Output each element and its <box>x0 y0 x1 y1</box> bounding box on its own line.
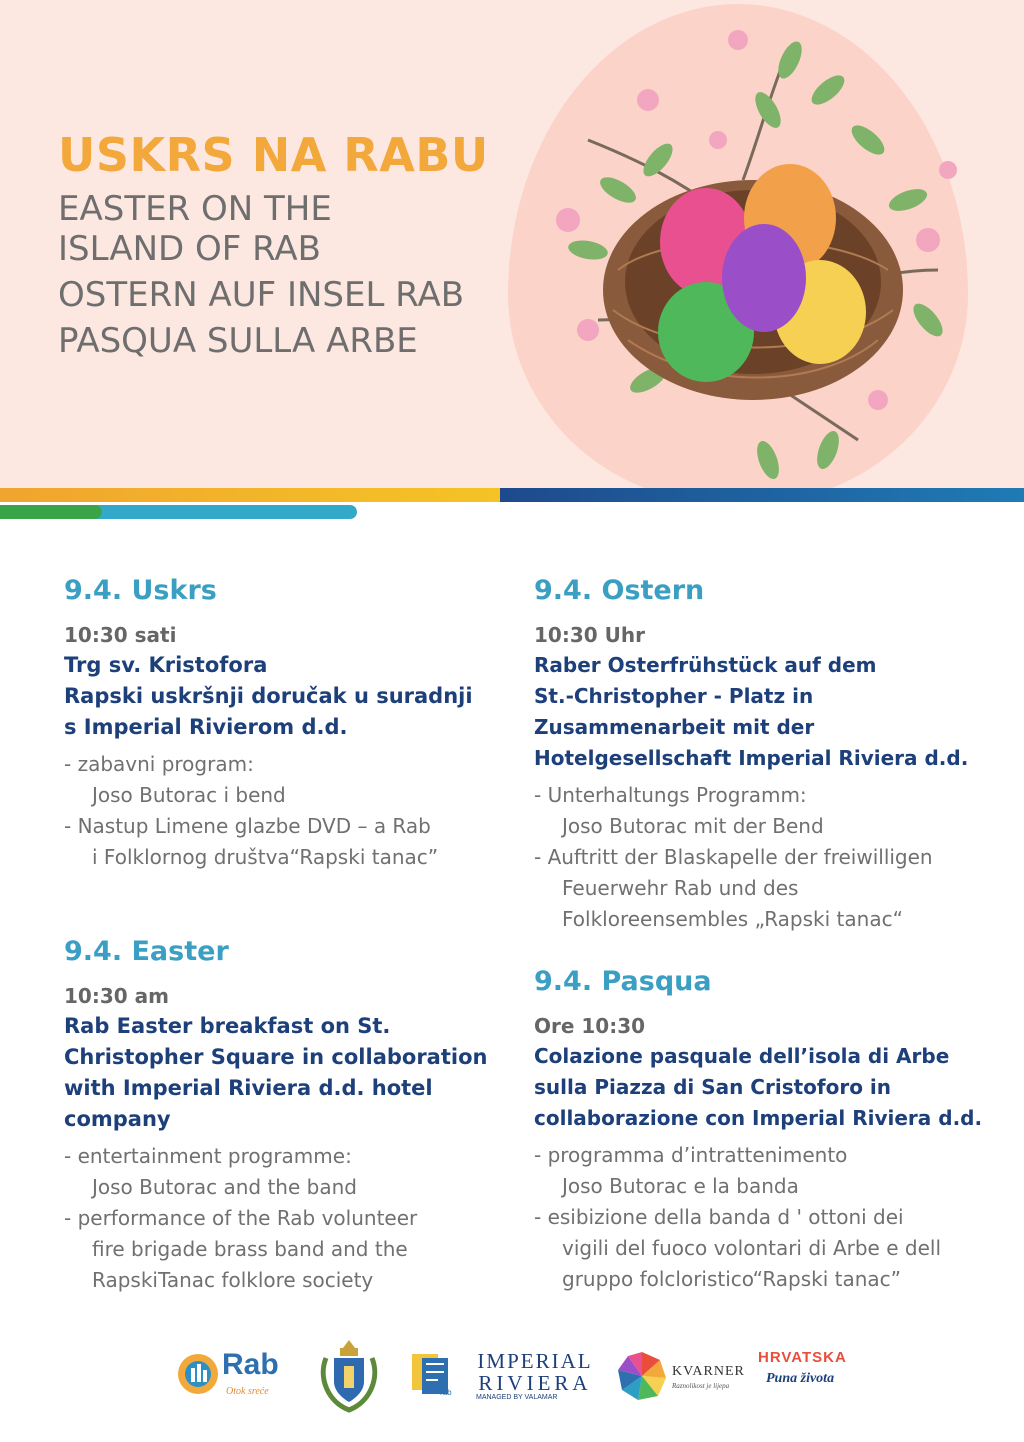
section-pasqua <box>534 965 984 1295</box>
stripe-navy-blue <box>500 488 1024 502</box>
section-desc-line: Rab Easter breakfast on St. <box>64 1014 391 1038</box>
section-ostern <box>534 574 984 935</box>
easter-nest-illustration <box>528 20 978 488</box>
section-time: Ore 10:30 <box>534 1014 646 1038</box>
section-desc-line: Christopher Square in collaboration <box>64 1045 488 1069</box>
program-list <box>534 780 984 935</box>
section-uskrs <box>64 574 504 873</box>
program-list <box>534 1140 984 1295</box>
rab-logo <box>174 1348 284 1408</box>
item-detail: Joso Butorac and the band <box>92 1175 357 1199</box>
list-item <box>534 780 984 842</box>
section-desc-line: Raber Osterfrühstück auf dem <box>534 653 877 677</box>
kvarner-tagline: Raznolikost je lijepa <box>672 1382 730 1390</box>
stripe-orange-yellow <box>0 488 510 502</box>
item-lead: - Nastup Limene glazbe DVD – a Rab <box>64 814 431 838</box>
section-desc-line: Zusammenarbeit mit der <box>534 715 815 739</box>
section-time: 10:30 am <box>64 984 169 1008</box>
section-desc-line: sulla Piazza di San Cristoforo in <box>534 1075 892 1099</box>
item-detail: Feuerwehr Rab und des Folkloreensembles „Rapski tanac“ <box>562 876 903 931</box>
rab-book-logo <box>408 1350 454 1400</box>
item-detail: fire brigade brass band and the RapskiTanac folklore society <box>92 1237 408 1292</box>
item-detail: vigili del fuoco volontari di Arbe e dell gruppo folcloristico“Rapski tanac” <box>562 1236 941 1291</box>
subtitle-line-1: EASTER ON THE <box>58 189 332 229</box>
item-detail: Joso Butorac mit der Bend <box>562 814 824 838</box>
list-item <box>534 1140 984 1202</box>
coat-of-arms-icon <box>318 1338 380 1414</box>
item-lead: - esibizione della banda d ' ottoni dei <box>534 1205 904 1229</box>
subtitle-line-4: PASQUA SULLA ARBE <box>58 321 418 361</box>
section-easter <box>64 935 504 1296</box>
list-item <box>64 749 504 811</box>
subtitle-line-2: ISLAND OF RAB <box>58 229 321 269</box>
program-list <box>64 1141 504 1296</box>
hrvatska-logo <box>758 1348 858 1408</box>
imperial-riviera-logo <box>472 1350 598 1410</box>
section-desc-line: Hotelgesellschaft Imperial Riviera d.d. <box>534 746 969 770</box>
item-lead: - performance of the Rab volunteer <box>64 1206 418 1230</box>
section-desc-line: with Imperial Riviera d.d. hotel <box>64 1076 433 1100</box>
item-detail: Joso Butorac i bend <box>92 783 286 807</box>
program-list <box>64 749 504 873</box>
list-item <box>64 811 504 873</box>
item-detail: i Folklornog društva“Rapski tanac” <box>92 845 439 869</box>
section-title: 9.4. Uskrs <box>64 575 217 606</box>
list-item <box>64 1203 504 1296</box>
hrvatska-tagline: Puna života <box>766 1371 835 1386</box>
section-time: 10:30 Uhr <box>534 623 645 647</box>
item-lead: - Unterhaltungs Programm: <box>534 783 807 807</box>
section-desc-line: company <box>64 1107 171 1131</box>
section-title: 9.4. Ostern <box>534 575 705 606</box>
purple-egg <box>722 224 806 332</box>
section-time: 10:30 sati <box>64 623 177 647</box>
stripe-green <box>0 505 102 519</box>
list-item <box>534 1202 984 1295</box>
item-lead: - entertainment programme: <box>64 1144 352 1168</box>
kvarner-name: KVARNER <box>672 1364 745 1379</box>
hrvatska-name: HRVATSKA <box>758 1349 847 1366</box>
section-desc-line: collaborazione con Imperial Riviera d.d. <box>534 1106 983 1130</box>
rab-book-label: rab <box>440 1388 452 1397</box>
imperial-tagline: MANAGED BY VALAMAR <box>476 1394 558 1401</box>
list-item <box>534 842 984 935</box>
section-desc-line: s Imperial Rivierom d.d. <box>64 715 348 739</box>
rab-logo-name: Rab <box>222 1348 279 1381</box>
item-lead: - Auftritt der Blaskapelle der freiwilligen <box>534 845 933 869</box>
sponsor-logos <box>160 1330 880 1420</box>
subtitle-line-3: OSTERN AUF INSEL RAB <box>58 275 465 315</box>
item-lead: - programma d’intrattenimento <box>534 1143 848 1167</box>
kvarner-logo <box>616 1350 746 1406</box>
section-title: 9.4. Pasqua <box>534 966 712 997</box>
section-desc-line: Rapski uskršnji doručak u suradnji <box>64 684 473 708</box>
kvarner-flower-icon <box>616 1350 668 1402</box>
section-desc-line: St.-Christopher - Platz in <box>534 684 814 708</box>
imperial-line2: RIVIERA <box>478 1371 592 1395</box>
imperial-line1: IMPERIAL <box>477 1349 593 1373</box>
section-desc-line: Colazione pasquale dell’isola di Arbe <box>534 1044 950 1068</box>
item-lead: - zabavni program: <box>64 752 254 776</box>
item-detail: Joso Butorac e la banda <box>562 1174 799 1198</box>
list-item <box>64 1141 504 1203</box>
section-title: 9.4. Easter <box>64 936 229 967</box>
rab-logo-tagline: Otok sreće <box>226 1386 269 1397</box>
main-title: USKRS NA RABU <box>58 128 489 182</box>
header-banner <box>0 0 1024 488</box>
section-desc-line: Trg sv. Kristofora <box>64 653 268 677</box>
